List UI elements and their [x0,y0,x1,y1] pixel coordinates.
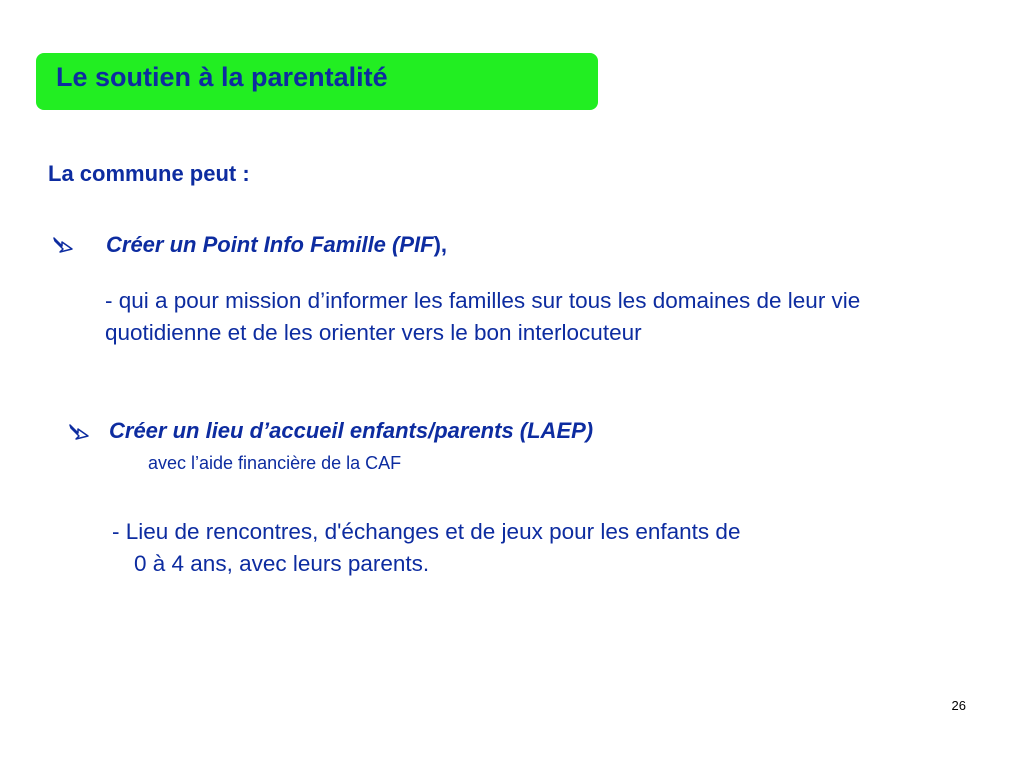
slide-title: Le soutien à la parentalité [56,62,388,92]
bullet-pif-heading [106,232,447,258]
hollow-arrow-icon [68,423,90,441]
bullet-laep-subheading: avec l’aide financière de la CAF [148,453,402,473]
bullet-pif-description: - qui a pour mission d’informer les familles sur tous les domaines de leur vie quotidienne et de les orienter vers le bon interlocuteur [105,288,861,345]
bullet-pif-heading-tail: ), [433,232,448,257]
bullet-laep-description [112,516,952,580]
intro-text: La commune peut : [48,161,250,186]
bullet-pif-heading-italic: Créer un Point Info Famille (PIF [106,232,434,257]
page-number: 26 [951,698,966,713]
bullet-laep-description-line2: 0 à 4 ans, avec leurs parents. [134,551,430,576]
bullet-laep-heading: Créer un lieu d’accueil enfants/parents (LAEP) [109,418,594,443]
bullet-laep-description-line1: - Lieu de rencontres, d'échanges et de jeux pour les enfants de [112,519,741,544]
hollow-arrow-icon [52,236,74,254]
